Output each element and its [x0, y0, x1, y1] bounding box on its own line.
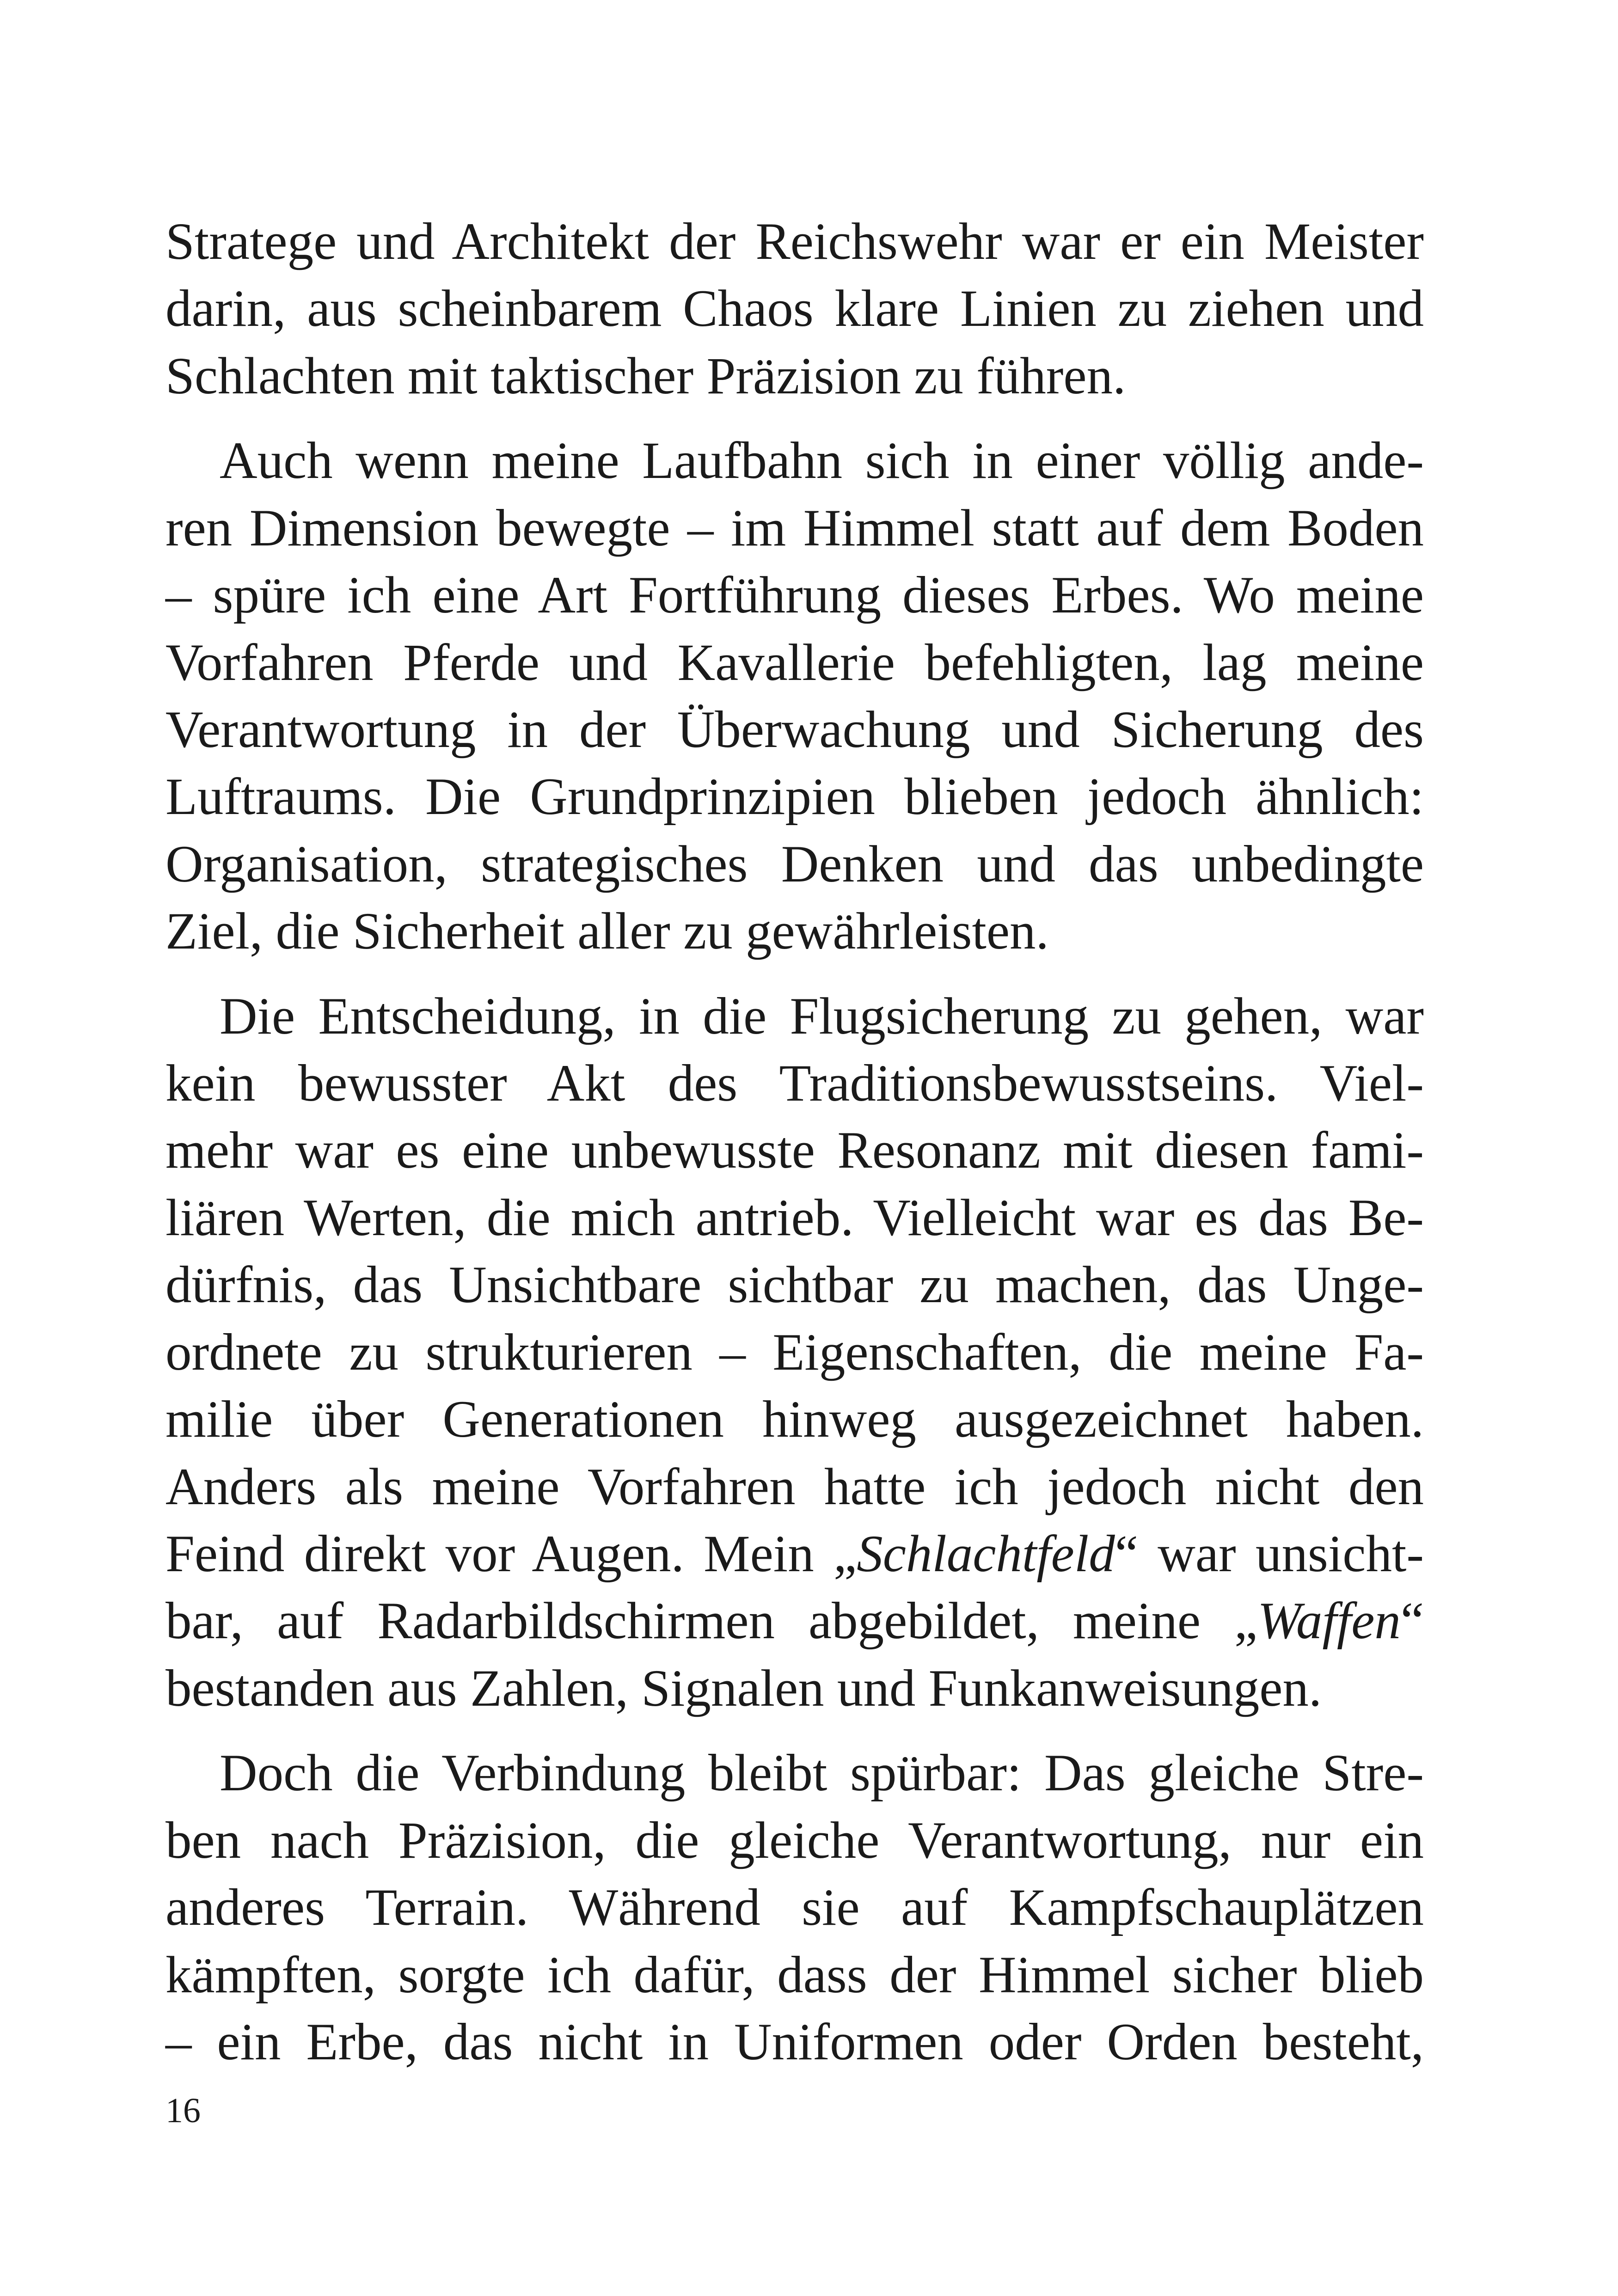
- text-line: bestanden aus Zahlen, Signalen und Funkanweisungen.: [165, 1659, 1322, 1717]
- text-line: Auch wenn meine Laufbahn sich in einer völlig ande-: [220, 432, 1424, 490]
- page-number: 16: [165, 2091, 201, 2130]
- italic-term: Schlachtfeld: [857, 1525, 1115, 1583]
- text-line: Verantwortung in der Überwachung und Sicherung des: [165, 700, 1424, 759]
- text-line: [165, 1520, 1424, 1587]
- text-line: Schlachten mit taktischer Präzision zu führen.: [165, 347, 1126, 405]
- text-line: Vorfahren Pferde und Kavallerie befehligten, lag meine: [165, 633, 1424, 692]
- text-line: Die Entscheidung, in die Flugsicherung zu gehen, war: [220, 987, 1424, 1045]
- text-line: kämpften, sorgte ich dafür, dass der Himmel sicher blieb: [165, 1946, 1424, 2004]
- paragraph-4: [165, 1739, 1424, 2076]
- text-line: Luftraums. Die Grundprinzipien blieben jedoch ähnlich:: [165, 768, 1424, 826]
- text-line: milie über Generationen hinweg ausgezeichnet haben.: [165, 1390, 1424, 1449]
- text-line: Organisation, strategisches Denken und das unbedingte: [165, 835, 1424, 893]
- text-line: dürfnis, das Unsichtbare sichtbar zu machen, das Unge-: [165, 1256, 1424, 1314]
- paragraph-3: [165, 983, 1424, 1722]
- text-line: ben nach Präzision, die gleiche Verantwortung, nur ein: [165, 1811, 1424, 1869]
- text-line: – spüre ich eine Art Fortführung dieses Erbes. Wo meine: [165, 566, 1424, 625]
- text-line: Stratege und Architekt der Reichswehr war er ein Meister: [165, 213, 1424, 270]
- text-line: liären Werten, die mich antrieb. Vielleicht war es das Be-: [165, 1188, 1424, 1247]
- line-text: bar, auf Radarbildschirmen abgebildet, meine „: [165, 1592, 1258, 1650]
- paragraph-2: [165, 427, 1424, 965]
- text-line: ordnete zu strukturieren – Eigenschaften, die meine Fa-: [165, 1323, 1424, 1381]
- line-text: “: [1400, 1592, 1424, 1650]
- text-line: Anders als meine Vorfahren hatte ich jedoch nicht den: [165, 1457, 1424, 1516]
- text-line: [165, 1587, 1424, 1654]
- body-text: [165, 208, 1424, 2093]
- text-line: anderes Terrain. Während sie auf Kampfschauplätzen: [165, 1879, 1424, 1937]
- line-text: Feind direkt vor Augen. Mein „: [165, 1525, 857, 1583]
- text-line: – ein Erbe, das nicht in Uniformen oder Orden besteht,: [165, 2013, 1424, 2071]
- text-line: Ziel, die Sicherheit aller zu gewährleisten.: [165, 902, 1049, 961]
- text-line: darin, aus scheinbarem Chaos klare Linien zu ziehen und: [165, 280, 1424, 338]
- line-text: “ war unsicht-: [1115, 1525, 1424, 1583]
- paragraph-1: [165, 208, 1424, 410]
- text-line: mehr war es eine unbewusste Resonanz mit diesen fami-: [165, 1121, 1424, 1180]
- text-line: Doch die Verbindung bleibt spürbar: Das gleiche Stre-: [220, 1744, 1424, 1802]
- italic-term: Waffen: [1257, 1592, 1401, 1650]
- text-line: kein bewusster Akt des Traditionsbewusstseins. Viel-: [165, 1054, 1424, 1113]
- text-line: ren Dimension bewegte – im Himmel statt auf dem Boden: [165, 499, 1424, 557]
